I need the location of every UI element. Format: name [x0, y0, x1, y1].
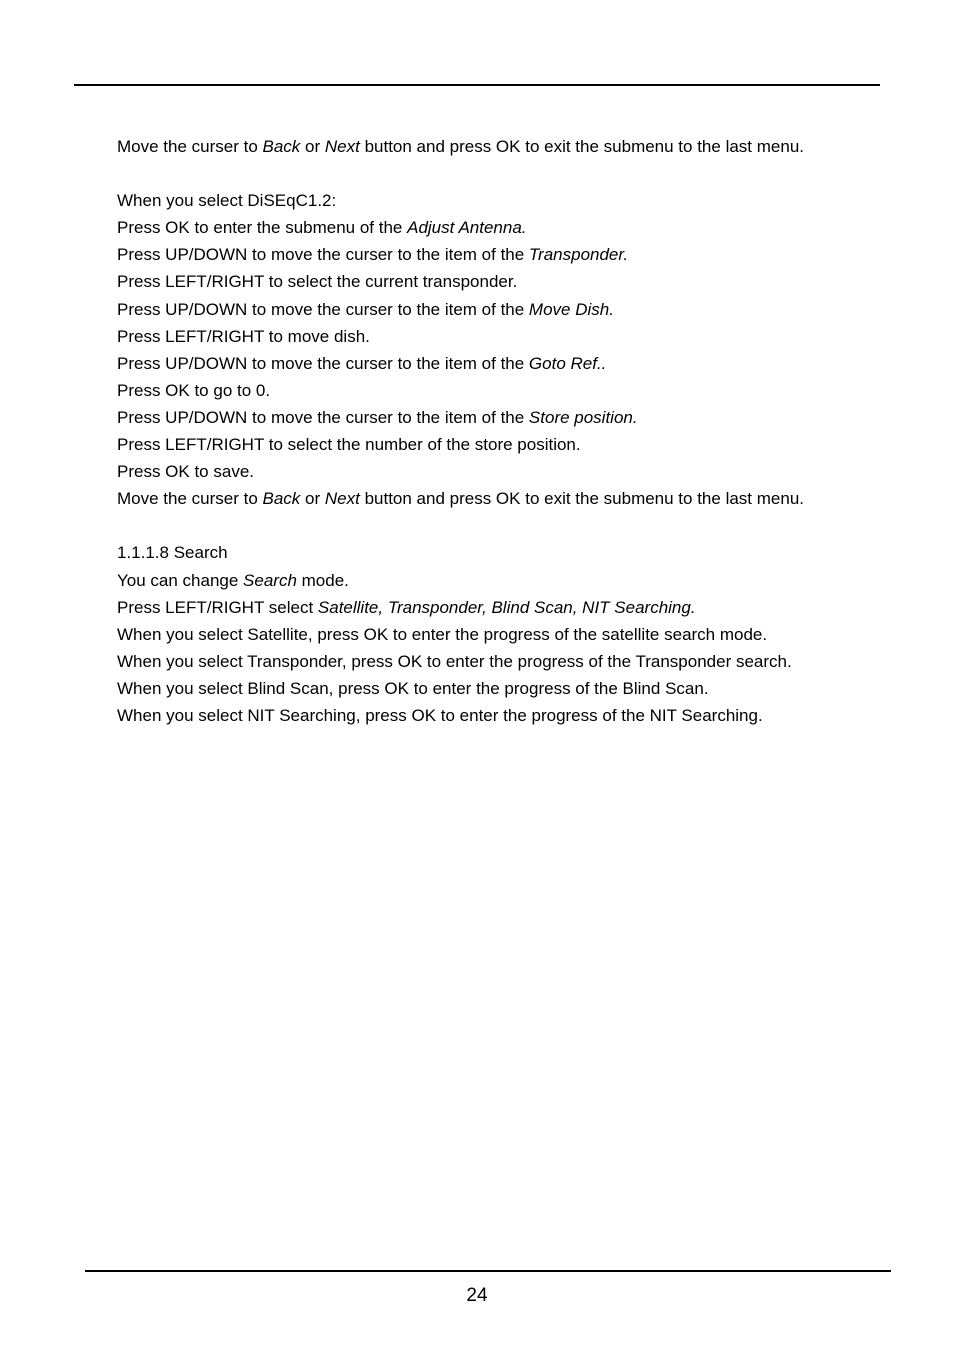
paragraph-gap — [117, 160, 917, 187]
text-run: Move the curser to — [117, 489, 263, 509]
text-line — [117, 133, 917, 160]
text-run: Press OK to go to 0. — [117, 380, 271, 400]
text-run: Press LEFT/RIGHT select — [117, 597, 318, 617]
text-run: Press UP/DOWN to move the curser to the item of the — [117, 299, 529, 319]
italic-term: Adjust Antenna. — [407, 218, 527, 238]
text-line — [117, 648, 917, 675]
italic-term: Next — [324, 489, 360, 509]
text-line — [117, 241, 917, 268]
text-run: Press OK to enter the submenu of the — [117, 218, 408, 238]
italic-term: Goto Ref.. — [528, 353, 607, 373]
page-number: 24 — [466, 1285, 488, 1306]
italic-term: Move Dish. — [528, 299, 614, 319]
italic-term: Satellite, Transponder, Blind Scan, NIT Searching. — [317, 597, 696, 617]
text-line — [117, 539, 917, 566]
text-line — [117, 296, 917, 323]
text-line — [117, 214, 917, 241]
text-run: mode. — [296, 570, 349, 590]
italic-term: Back — [262, 137, 301, 156]
italic-term: Store position. — [528, 407, 638, 427]
text-run: When you select NIT Searching, press OK to enter the progress of the NIT Searching. — [117, 705, 763, 725]
text-line — [117, 431, 917, 458]
text-run: or — [300, 137, 325, 156]
text-line — [117, 567, 917, 594]
text-run: Press UP/DOWN to move the curser to the item of the — [117, 353, 529, 373]
text-run: 1.1.1.8 Search — [117, 543, 228, 563]
text-run: or — [300, 489, 325, 509]
text-line — [117, 702, 917, 729]
italic-term: Next — [324, 137, 360, 156]
text-run: Press LEFT/RIGHT to select the current transponder. — [117, 272, 518, 292]
text-line — [117, 377, 917, 404]
text-run: Press OK to save. — [117, 462, 254, 482]
text-run: Press UP/DOWN to move the curser to the item of the — [117, 245, 529, 265]
text-run: When you select Blind Scan, press OK to enter the progress of the Blind Scan. — [117, 678, 709, 698]
text-line — [117, 268, 917, 295]
text-run: When you select Satellite, press OK to enter the progress of the satellite search mode. — [117, 624, 768, 644]
text-line — [117, 594, 917, 621]
text-line — [117, 404, 917, 431]
paragraph-gap — [117, 512, 917, 539]
text-run: You can change — [117, 570, 244, 590]
text-run: Press LEFT/RIGHT to select the number of the store position. — [117, 435, 581, 455]
text-run: Press LEFT/RIGHT to move dish. — [117, 326, 370, 346]
footer-rule — [85, 1270, 891, 1272]
page-body — [117, 133, 917, 729]
text-run: button and press OK to exit the submenu to the last menu. — [359, 137, 804, 156]
italic-term: Transponder. — [528, 245, 629, 265]
text-run: Move the curser to — [117, 137, 263, 156]
text-line — [117, 485, 917, 512]
text-run: Press UP/DOWN to move the curser to the item of the — [117, 407, 529, 427]
text-line — [117, 675, 917, 702]
italic-term: Search — [243, 570, 297, 590]
text-run: button and press OK to exit the submenu to the last menu. — [359, 489, 804, 509]
text-line — [117, 621, 917, 648]
text-line — [117, 323, 917, 350]
italic-term: Back — [262, 489, 301, 509]
text-line — [117, 458, 917, 485]
text-line — [117, 350, 917, 377]
text-run: When you select Transponder, press OK to enter the progress of the Transponder search. — [117, 651, 792, 671]
text-line — [117, 187, 917, 214]
text-run: When you select DiSEqC1.2: — [117, 191, 337, 211]
header-rule — [74, 84, 880, 86]
